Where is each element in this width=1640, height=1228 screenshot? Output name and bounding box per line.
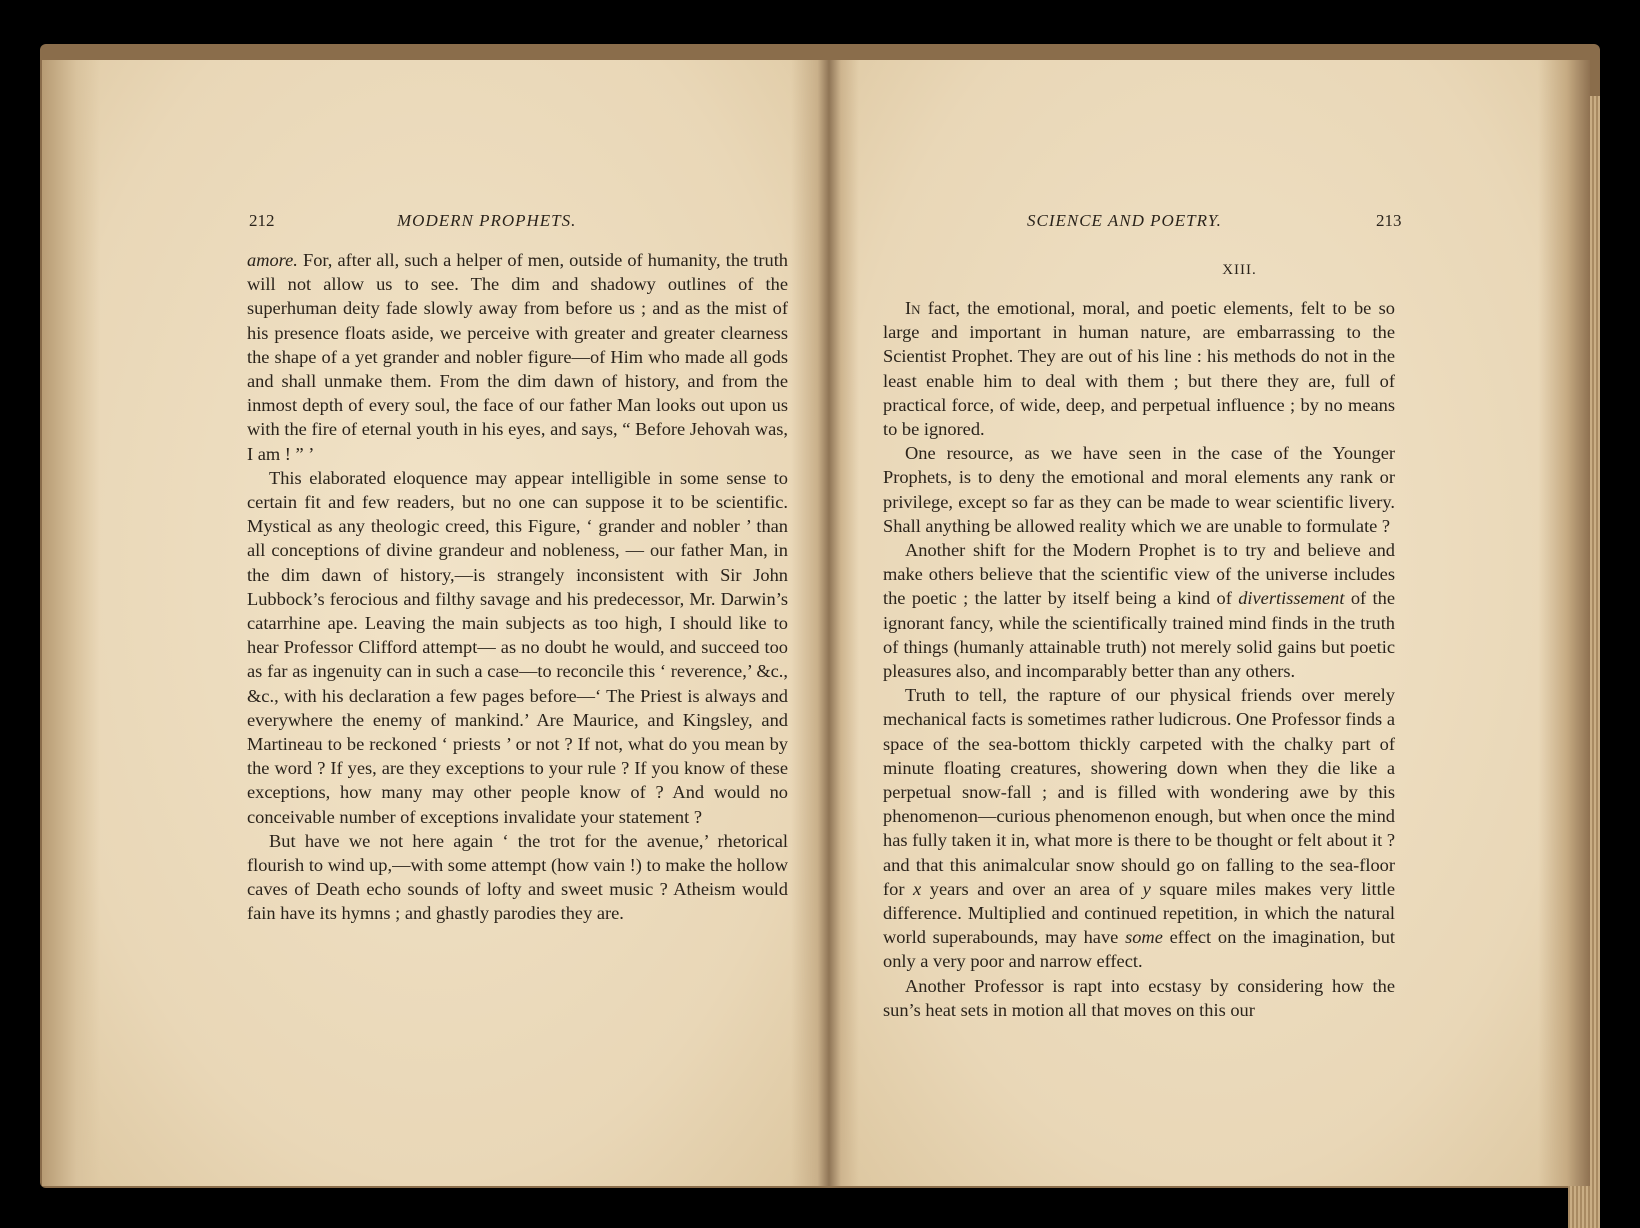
right-paragraph-3-part-b: of the ignorant fancy, while the scientifically trained mind finds in the truth of things (humanly attainable truth) not merely solid gains but poetic pleasures also, and incomparably better than any others. — [883, 588, 1396, 682]
right-running-title: SCIENCE AND POETRY. — [1027, 211, 1222, 230]
right-paragraph-1 — [883, 296, 1395, 441]
right-paragraph-1-text: fact, the emotional, moral, and poetic elements, felt to be so large and important in human nature, are embarrassing to the Scientist Prophet. They are out of his line : his methods do not in the least enable him to deal with them ; but there they are, full of practical force, of wide, deep, and perpetual influence ; by no means to be ignored. — [883, 298, 1395, 440]
left-running-head — [42, 208, 829, 234]
right-paragraph-3-part-a: Another shift for the Modern Prophet is to try and believe and make others believe that the scientific view of the universe includes the poetic ; the latter by itself being a kind of — [883, 540, 1395, 609]
right-paragraph-4-part-b: years and over an area of — [921, 878, 1143, 899]
left-paragraph-2: This elaborated eloquence may appear intelligible in some sense to certain fit and few readers, but no one can suppose it to be scientific. Mystical as any theologic creed, this Figure, ‘ grander and nobler ’ than all conceptions of divine grandeur and nobleness, — our father Man, in the dim dawn of history,—is strangely inconsistent with Sir John Lubbock’s ferocious and filthy savage and his predecessor, Mr. Darwin’s catarrhine ape. Leaving the main subjects as too high, I should like to hear Professor Clifford attempt— as no doubt he would, and succeed too as far as ingenuity can in such a case—to reconcile this ‘ reverence,’ &c., &c., with his declaration a few pages before—‘ The Priest is always and everywhere the enemy of mankind.’ Are Maurice, and Kingsley, and Martineau to be reckoned ‘ priests ’ or not ? If not, what do you mean by the word ? If yes, are they exceptions to your rule ? If you know of these exceptions, how many may other people know of ? And would no conceivable number of exceptions invalidate your statement ? — [247, 467, 788, 827]
left-paragraph-1-italic: amore. — [247, 250, 298, 270]
right-paragraph-4-some: some — [1125, 927, 1163, 948]
right-running-head — [829, 208, 1590, 234]
chapter-heading: XIII. — [1222, 262, 1257, 278]
right-paragraph-4-part-d: effect on the imagination, but only a very poor and narrow effect. — [883, 927, 1396, 972]
left-page — [42, 60, 829, 1186]
right-paragraph-4-part-c: square miles makes very little difference. Multiplied and continued repetition, in which the natural world superabounds, may have — [883, 878, 1396, 948]
left-paragraph-1 — [247, 248, 788, 466]
right-paragraph-1-lead: In — [905, 298, 921, 318]
right-paragraph-4 — [883, 683, 1395, 973]
right-body-text — [883, 296, 1395, 1022]
left-paragraph-3: But have we not here again ‘ the trot for the avenue,’ rhetorical flourish to wind up,—with some attempt (how vain !) to make the hollow caves of Death echo sounds of lofty and sweet music ? Atheism would fain have its hymns ; and ghastly parodies they are. — [247, 830, 788, 924]
left-page-number: 212 — [249, 211, 275, 230]
right-paragraph-4-x: x — [913, 878, 922, 899]
right-page — [829, 60, 1590, 1186]
left-paragraph-1-text: For, after all, such a helper of men, outside of humanity, the truth will not allow us to see. The dim and shadowy outlines of the superhuman deity fade slowly away from before us ; and as the mist of his presence floats aside, we perceive with greater and greater clearness the shape of a yet grander and nobler figure—of Him who made all gods and shall unmake them. From the dim dawn of history, and from the inmost depth of every soul, the face of our father Man looks out upon us with the fire of eternal youth in his eyes, and says, “ Before Jehovah was, I am ! ” ’ — [247, 250, 788, 464]
right-paragraph-4-part-a: Truth to tell, the rapture of our physical friends over merely mechanical facts is sometimes rather ludicrous. One Professor finds a space of the sea-bottom thickly carpeted with the chalky part of minute floating creatures, showering down when they die like a perpetual snow-fall ; and is filled with wondering awe by this phenomenon—curious phenomenon enough, but when once the mind has fully taken it in, what more is there to be thought or felt about it ? and that this animalcular snow should go on falling to the sea-floor for — [883, 685, 1395, 899]
right-paragraph-3 — [883, 538, 1395, 683]
right-paragraph-4-y: y — [1142, 878, 1151, 899]
left-body-text — [247, 248, 788, 926]
right-page-number: 213 — [1376, 211, 1402, 230]
right-paragraph-3-italic: divertissement — [1238, 588, 1345, 609]
right-paragraph-5: Another Professor is rapt into ecstasy by considering how the sun’s heat sets in motion all that moves on this our — [883, 975, 1395, 1020]
right-paragraph-2: One resource, as we have seen in the case of the Younger Prophets, is to deny the emotional and moral elements any rank or privilege, except so far as they can be made to wear scientific livery. Shall anything be allowed reality which we are unable to formulate ? — [883, 443, 1395, 536]
left-running-title: MODERN PROPHETS. — [397, 211, 577, 230]
